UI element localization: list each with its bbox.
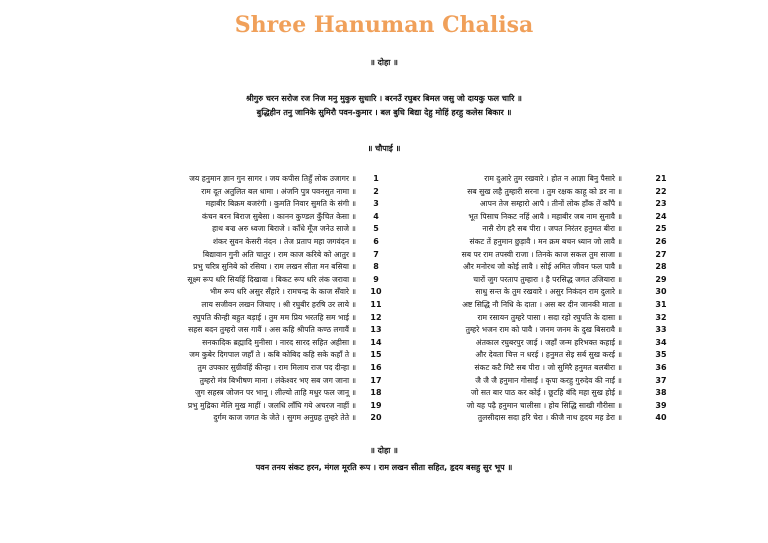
page-title: Shree Hanuman Chalisa [234,12,534,38]
verse-number-left-10: 10 [370,287,382,297]
verse-right-18: जो सत बार पाठ कर कोई । छूटहि बंदि महा सुख होई ॥ [470,388,622,398]
closing-doha-line: पवन तनय संकट हरन, मंगल मूरति रूप । राम लखन सीता सहित, हृदय बसहु सुर भूप ॥ [255,463,513,472]
verse-number-left-6: 6 [373,237,379,246]
verse-number-left-12: 12 [370,312,382,322]
verse-number-left-2: 2 [373,186,379,196]
verse-number-right-20: 40 [655,413,667,423]
verse-right-9: चारों जुग परताप तुम्हारा । है परसिद्ध जगत उजियारा ॥ [473,274,622,284]
verse-right-8: और मनोरथ जो कोई लावै । सोई अमित जीवन फल पावै ॥ [462,262,622,272]
verse-number-right-16: 36 [655,363,667,372]
verse-number-right-10: 30 [655,287,667,297]
verse-left-20: दुर्गम काज जगत के जेते । सुगम अनुग्रह तुम्हरे तेते ॥ [213,413,356,423]
verse-number-left-19: 19 [370,400,382,410]
verse-number-right-9: 29 [655,274,667,284]
verse-right-3: आपन तेज सम्हारो आपै । तीनों लोक हाँक तें काँपै ॥ [479,199,622,209]
verse-number-left-16: 16 [370,363,382,372]
verse-number-left-18: 18 [370,388,382,398]
closing-doha-heading: ॥ दोहा ॥ [370,446,398,455]
verse-number-left-7: 7 [373,249,379,259]
verse-left-15: जम कुबेर दिगपाल जहाँ ते । कबि कोबिद कहि सके कहाँ ते ॥ [189,350,356,360]
doha-line-2: बुद्धिहीन तनु जानिके सुमिरौ पवन-कुमार । बल बुधि बिद्या देहु मोहिं हरहु कलेस बिकार ॥ [256,108,512,117]
verse-left-7: बिद्यावान गुनी अति चातुर । राम काज करिबे को आतुर ॥ [202,249,356,259]
verse-number-right-8: 28 [655,262,667,272]
verse-number-right-2: 22 [655,186,667,196]
verse-number-left-17: 17 [370,375,382,385]
verse-number-right-19: 39 [655,400,667,410]
verse-left-18: जुग सहस्त्र जोजन पर भानू । लील्यो ताहि मधुर फल जानू ॥ [195,388,356,398]
verse-number-left-3: 3 [373,199,379,209]
verse-right-7: सब पर राम तपस्वी राजा । तिनके काज सकल तुम साजा ॥ [461,249,622,259]
verse-number-right-6: 26 [655,237,667,246]
verse-right-11: अष्ट सिद्धि नौ निधि के दाता । अस बर दीन जानकी माता ॥ [462,300,622,309]
verse-number-left-8: 8 [373,262,379,272]
verse-number-right-1: 21 [655,174,667,183]
verse-left-14: सनकादिक ब्रह्मादि मुनीसा । नारद सारद सहित अहीसा ॥ [202,337,356,347]
verse-left-1: जय हनुमान ज्ञान गुन सागर । जय कपीस तिहुँ लोक उजागर ॥ [189,174,356,183]
verse-left-17: तुम्हरो मंत्र बिभीषण माना । लंकेश्वर भए सब जग जाना ॥ [199,375,356,385]
verse-right-1: राम दुआरे तुम रखवारे । होत न आज्ञा बिनु पैसारे ॥ [484,174,622,183]
verse-right-17: जै जै जै हनुमान गोसाईं । कृपा करहु गुरुदेव की नाईं ॥ [475,375,622,385]
verse-number-right-14: 34 [655,337,667,347]
verse-right-13: तुम्हरे भजन राम को पावै । जनम जनम के दुख बिसरावै ॥ [465,325,622,335]
verse-left-6: शंकर सुवन केसरी नंदन । तेज प्रताप महा जगवंदन ॥ [212,237,356,246]
verse-number-right-13: 33 [655,325,667,335]
verse-left-4: कंचन बरन बिराज सुबेसा । कानन कुण्डल कुँचित केसा ॥ [201,211,356,221]
verse-left-9: सूक्ष्म रूप धरि सियहिं दिखावा । बिकट रूप धरि लंक जरावा ॥ [187,274,356,284]
verse-right-19: जो यह पढ़ै हनुमान चालीसा । होय सिद्धि साखी गौरीसा ॥ [466,400,622,410]
verse-number-right-11: 31 [655,300,667,309]
verse-number-right-17: 37 [655,375,667,385]
verse-right-4: भूत पिसाच निकट नहिं आवै । महाबीर जब नाम सुनावै ॥ [468,211,622,221]
verse-left-8: प्रभु चरित्र सुनिबे को रसिया । राम लखन सीता मन बसिया ॥ [193,262,356,272]
verse-number-left-20: 20 [370,413,382,423]
verse-right-15: और देवता चित्त न धरई । हनुमत सेइ सर्ब सुख करई ॥ [475,350,622,360]
verse-right-2: सब सुख लहै तुम्हारी सरना । तुम रक्षक काहू को डर ना ॥ [467,186,622,196]
chaupai-heading: ॥ चौपाई ॥ [367,144,401,153]
verse-number-left-5: 5 [373,224,379,234]
verse-number-left-9: 9 [373,274,379,284]
verse-number-left-14: 14 [370,337,382,347]
doha-line-1: श्रीगुरु चरन सरोज रज निज मनु मुकुरु सुधारि । बरनउँ रघुबर बिमल जसु जो दायकु फल चारि ॥ [246,94,522,103]
verse-left-3: महाबीर बिक्रम बजरंगी । कुमति निवार सुमति के संगी ॥ [205,199,356,209]
verse-number-right-18: 38 [655,388,667,398]
verse-number-right-15: 35 [655,350,667,360]
verse-right-10: साधु सन्त के तुम रखवारे । असुर निकंदन राम दुलारे ॥ [475,287,622,297]
verse-number-right-7: 27 [655,249,667,259]
verse-right-12: राम रसायन तुम्हरे पासा । सदा रहो रघुपति के दासा ॥ [477,312,622,322]
verse-left-5: हाथ बज्र अरु ध्वजा बिराजे । काँधे मूँज जनेउ साजे ॥ [212,224,356,234]
verse-right-16: संकट कटै मिटै सब पीरा । जो सुमिरै हनुमत बलबीरा ॥ [474,363,622,372]
verse-number-right-12: 32 [655,312,667,322]
verse-left-16: तुम उपकार सुग्रीवहिं कीन्हा । राम मिलाय राज पद दीन्हा ॥ [197,363,356,372]
doha-heading: ॥ दोहा ॥ [370,58,398,67]
verse-number-right-4: 24 [655,211,667,221]
verse-left-11: लाय सजीवन लखन जियाए । श्री रघुबीर हरषि उर लाये ॥ [201,300,356,309]
verse-number-left-15: 15 [370,350,382,360]
verse-right-20: तुलसीदास सदा हरि चेरा । कीजै नाथ हृदय मह डेरा ॥ [477,413,622,423]
verse-right-5: नासै रोग हरै सब पीरा । जपत निरंतर हनुमत बीरा ॥ [482,224,622,234]
verse-right-6: संकट तें हनुमान छुड़ावै । मन क्रम बचन ध्यान जो लावै ॥ [469,237,622,246]
verse-number-right-5: 25 [655,224,667,234]
verse-left-19: प्रभु मुद्रिका मेलि मुख माहीं । जलधि लाँघि गये अचरज नाहीं ॥ [187,400,356,410]
verse-number-right-3: 23 [655,199,667,209]
verse-number-left-1: 1 [373,174,379,183]
verse-left-2: राम दूत अतुलित बल धामा । अंजनि पुत्र पवनसुत नामा ॥ [201,186,356,196]
verse-number-left-13: 13 [370,325,382,335]
verse-left-10: भीम रूप धरि असुर सँहारे । रामचन्द्र के काज सँवारे ॥ [209,287,356,297]
verse-number-left-11: 11 [370,300,382,309]
verse-number-left-4: 4 [373,211,379,221]
verse-right-14: अंतकाल रघुबरपुर जाई । जहाँ जन्म हरिभक्त कहाई ॥ [475,337,622,347]
verse-left-13: सहस बदन तुम्हरो जस गावैं । अस कहि श्रीपति कण्ठ लगावैं ॥ [188,325,356,335]
verse-left-12: रघुपति कीन्ही बहुत बड़ाई । तुम मम प्रिय भरतहि सम भाई ॥ [192,312,356,322]
